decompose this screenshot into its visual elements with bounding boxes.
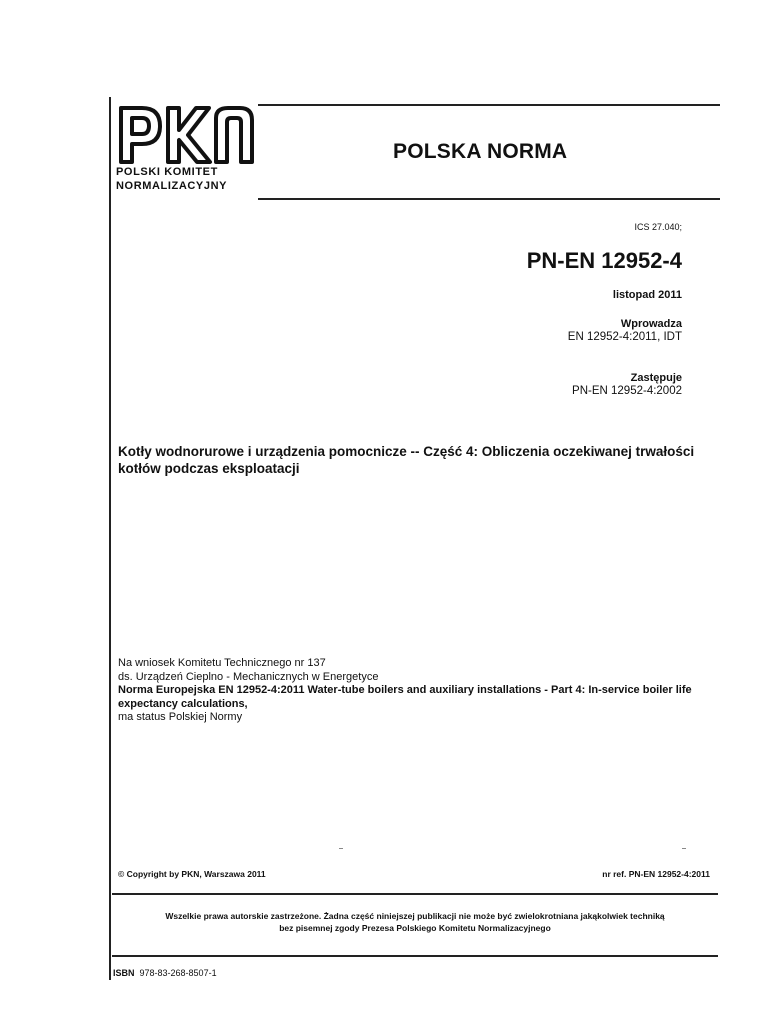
adoption-line-1: Na wniosek Komitetu Technicznego nr 137 (118, 657, 326, 669)
introduces-value: EN 12952-4:2011, IDT (567, 331, 682, 343)
pkn-logo (116, 104, 256, 196)
ics-code: ICS 27.040; (634, 222, 682, 232)
adoption-statement (118, 657, 718, 725)
logo-line-1: POLSKI KOMITET (116, 166, 218, 178)
scan-speck (682, 848, 686, 849)
footer-top-rule (112, 893, 718, 895)
adoption-european-norm: Norma Europejska EN 12952-4:2011 Water-tube boilers and auxiliary installations - Part 4: In-service boiler life expectancy calculations, (118, 684, 692, 710)
reference-number: nr ref. PN-EN 12952-4:2011 (602, 869, 710, 879)
standard-number: PN-EN 12952-4 (526, 248, 682, 273)
replaces-value: PN-EN 12952-4:2002 (572, 385, 682, 397)
publication-date: listopad 2011 (612, 289, 682, 301)
rights-line-2: bez pisemnej zgody Prezesa Polskiego Komitetu Normalizacyjnego (279, 923, 551, 933)
header-top-rule (258, 104, 720, 106)
logo-line-2: NORMALIZACYJNY (116, 180, 228, 192)
footer-bottom-rule (112, 955, 718, 957)
introduces-label: Wprowadza (620, 318, 682, 330)
rights-notice (112, 910, 718, 934)
scan-speck (339, 848, 343, 849)
document-title: Kotły wodnorurowe i urządzenia pomocnicze -- Część 4: Obliczenia oczekiwanej trwałości kotłów podczas eksploatacji (118, 444, 695, 476)
isbn-label: ISBN (113, 968, 135, 978)
rights-line-1: Wszelkie prawa autorskie zastrzeżone. Żadna część niniejszej publikacji nie może być zwielokrotniana jakąkolwiek techniką (165, 911, 665, 921)
header-bottom-rule (258, 198, 720, 200)
copyright-notice: © Copyright by PKN, Warszawa 2011 (118, 869, 266, 879)
adoption-line-4: ma status Polskiej Normy (118, 711, 243, 723)
left-border-line (109, 97, 111, 980)
adoption-line-2: ds. Urządzeń Cieplno - Mechanicznych w Energetyce (118, 670, 379, 683)
page-title: POLSKA NORMA (393, 140, 568, 163)
pkn-logo-mark (116, 104, 256, 164)
isbn-value: 978-83-268-8507-1 (139, 968, 217, 978)
replaces-label: Zastępuje (630, 372, 682, 384)
isbn (113, 968, 217, 978)
